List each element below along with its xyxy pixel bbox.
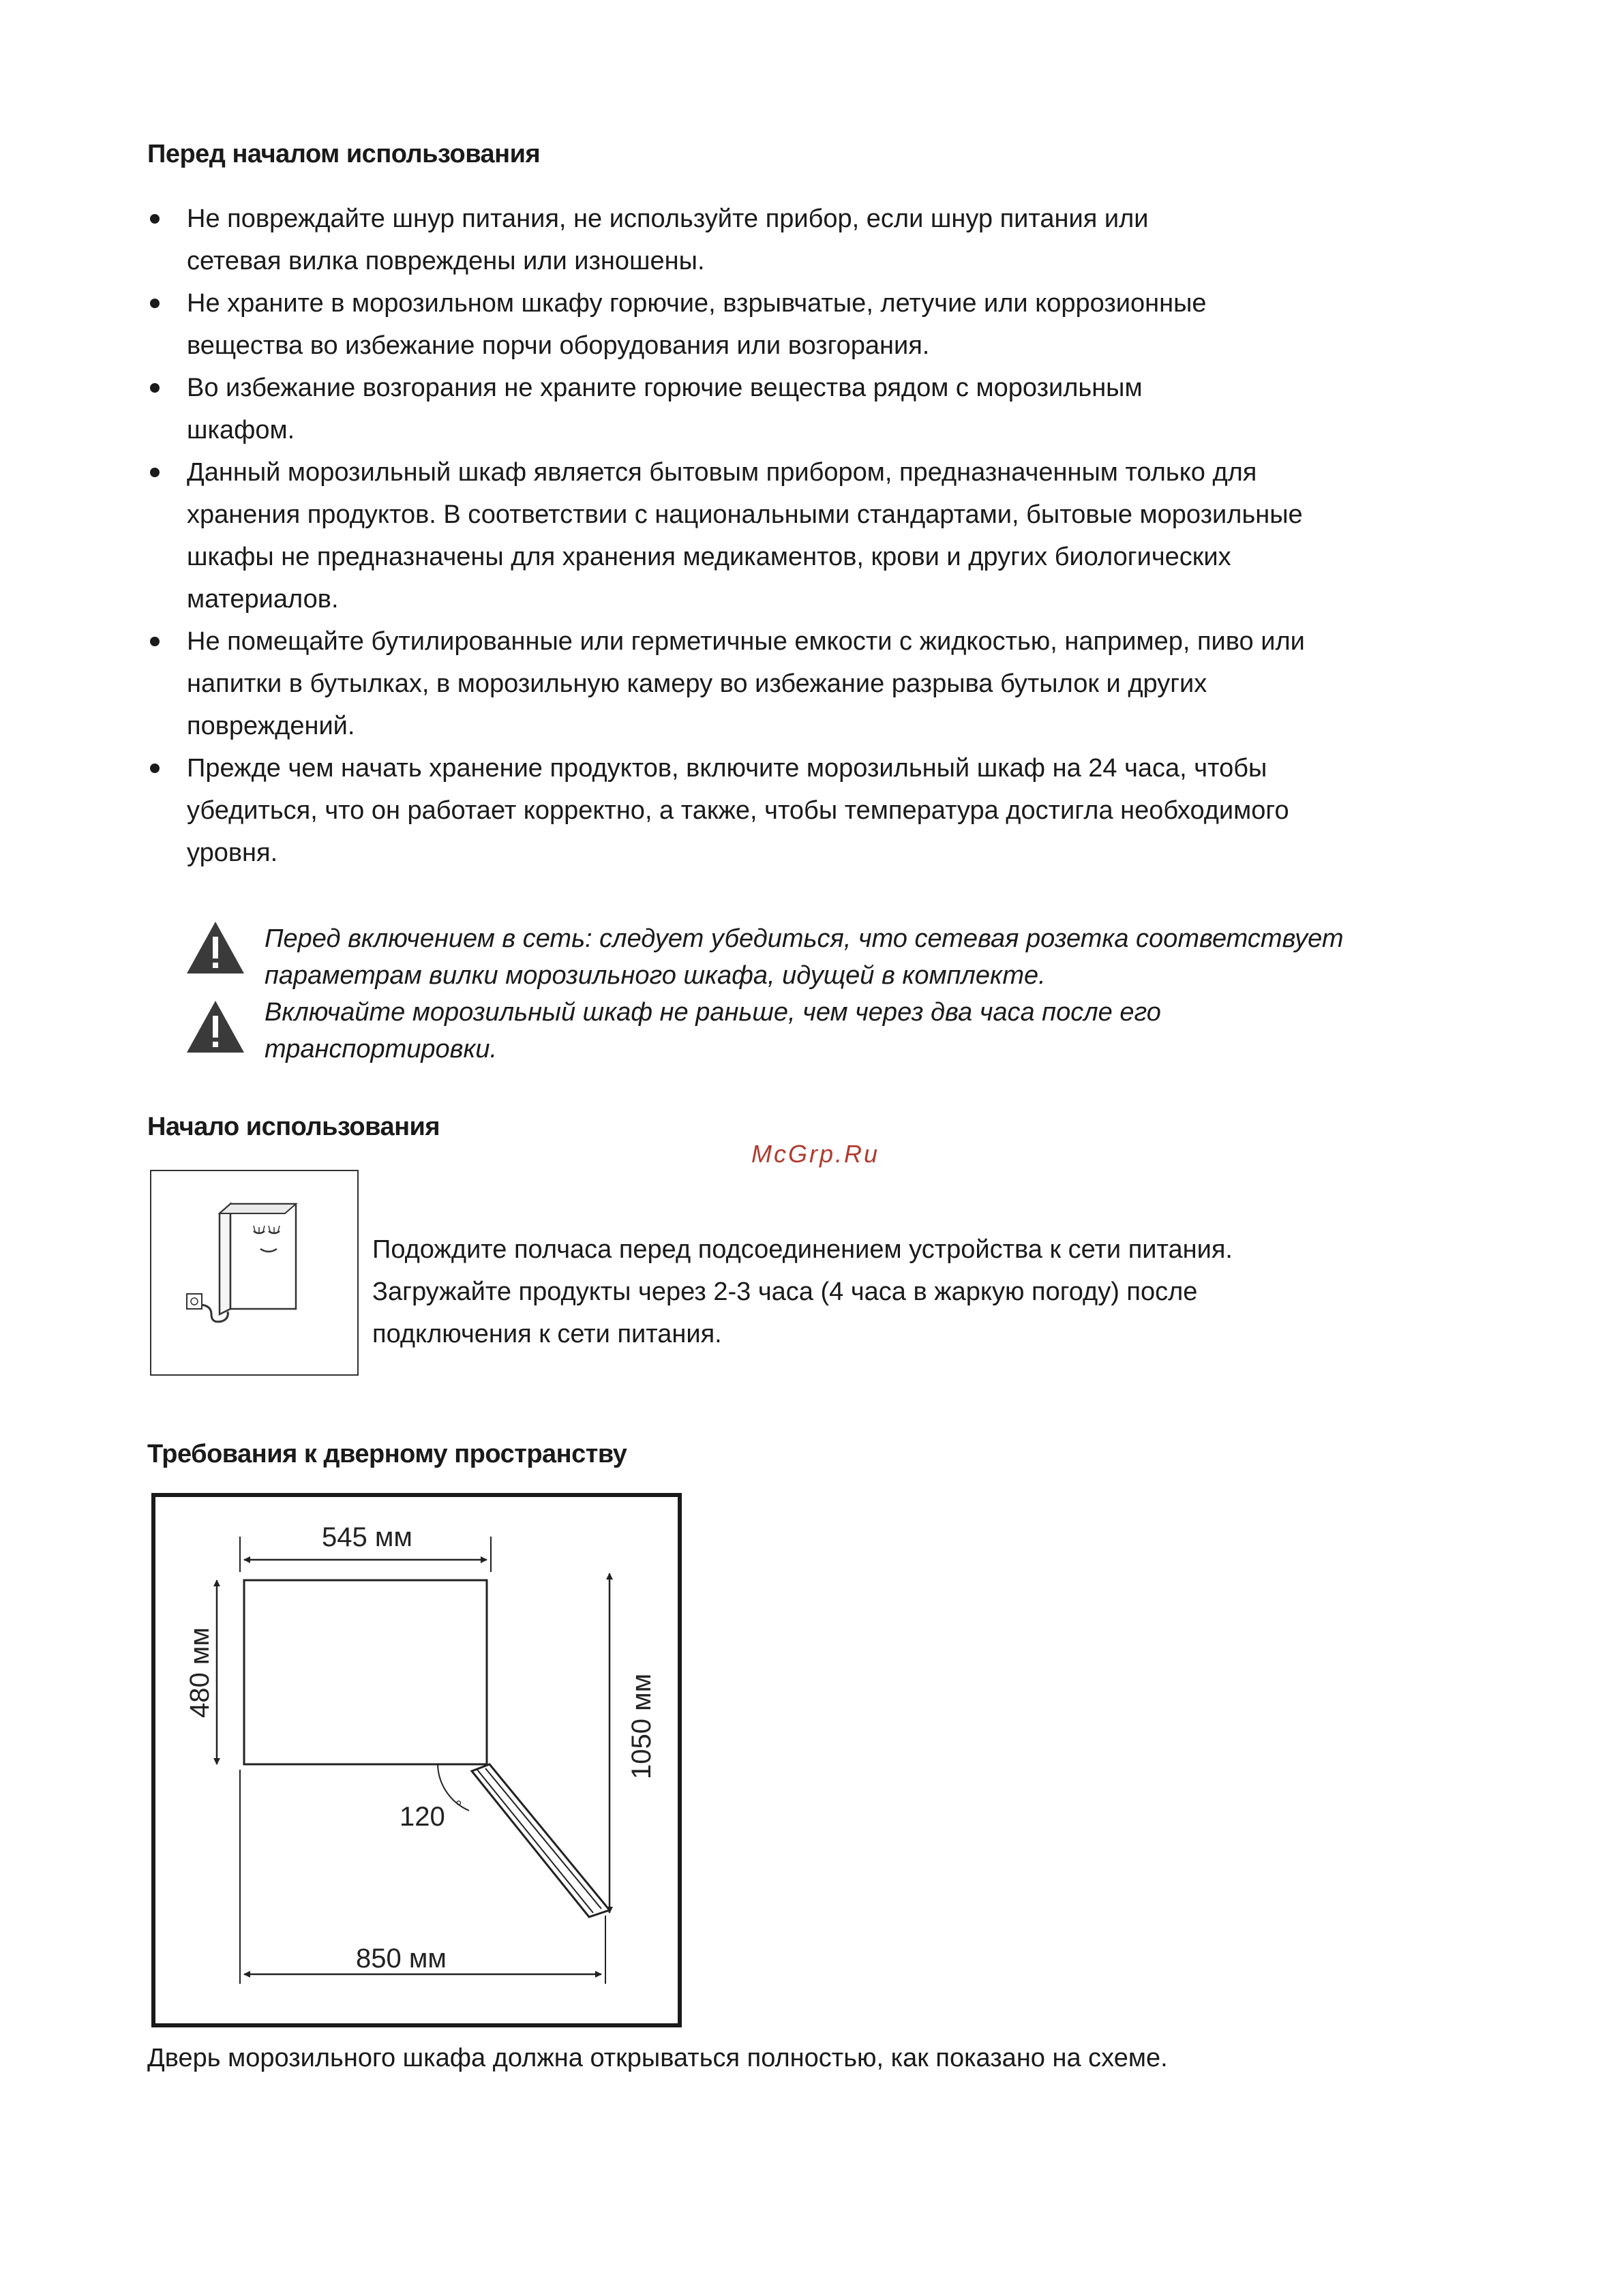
section-title-start-use: Начало использования <box>147 1113 440 1141</box>
warning-text-socket: Перед включением в сеть: следует убедиться, что сетевая розетка соответствует параметрам вилки морозильного шкафа, идущей в комплекте. <box>265 924 1344 990</box>
dim-width-bottom: 850 мм <box>356 1944 447 1974</box>
freezer-illustration <box>150 1170 359 1376</box>
warning-icon <box>185 999 245 1054</box>
start-use-line-3: подключения к сети питания. <box>372 1320 722 1348</box>
freezer-body <box>244 1580 487 1764</box>
list-item: Не повреждайте шнур питания, не используйте прибор, если шнур питания или сетевая вилка повреждены или изношены. <box>145 198 1237 282</box>
start-use-line-1: Подождите полчаса перед подсоединением устройства к сети питания. <box>372 1235 1233 1264</box>
start-use-line-2: Загружайте продукты через 2-3 часа (4 часа в жаркую погоду) после <box>372 1278 1198 1306</box>
dim-depth-right: 1050 мм <box>627 1673 657 1779</box>
precautions-list <box>145 198 1344 874</box>
section-title-before-use: Перед началом использования <box>147 140 541 168</box>
degree-sign: ° <box>455 1798 462 1816</box>
dim-angle: 120 <box>400 1802 445 1832</box>
list-item: Во избежание возгорания не храните горючие вещества рядом с морозильным шкафом. <box>145 367 1237 451</box>
list-item: Не храните в морозильном шкафу горючие, взрывчатые, летучие или коррозионные вещества во избежание порчи оборудования или возгорания. <box>145 282 1305 367</box>
door-space-caption: Дверь морозильного шкафа должна открываться полностью, как показано на схеме. <box>147 2044 1168 2072</box>
door-clearance-diagram <box>151 1493 683 2029</box>
dim-width-top: 545 мм <box>322 1522 412 1552</box>
list-item: Не помещайте бутилированные или герметичные емкости с жидкостью, например, пиво или напитки в бутылках, в морозильную камеру во избежание разрыва бутылок и других повреждений. <box>145 620 1359 747</box>
warning-text-transport: Включайте морозильный шкаф не раньше, чем через два часа после его транспортировки. <box>265 998 1161 1063</box>
dim-depth-left: 480 мм <box>185 1627 215 1718</box>
list-item: Прежде чем начать хранение продуктов, включите морозильный шкаф на 24 часа, чтобы убедиться, что он работает корректно, а также, чтобы температура достигла необходимого уровня. <box>145 747 1305 874</box>
warning-icon <box>185 920 245 975</box>
watermark: McGrp.Ru <box>751 1140 880 1168</box>
list-item: Данный морозильный шкаф является бытовым прибором, предназначенным только для хранения продуктов. В соответствии с национальными стандартами, бытовые морозильные шкафы не предназначены для хранения медикаментов, крови и других биологических материалов. <box>145 451 1305 620</box>
section-title-door-space: Требования к дверному пространству <box>147 1440 627 1468</box>
freezer-drawing <box>151 1171 357 1374</box>
